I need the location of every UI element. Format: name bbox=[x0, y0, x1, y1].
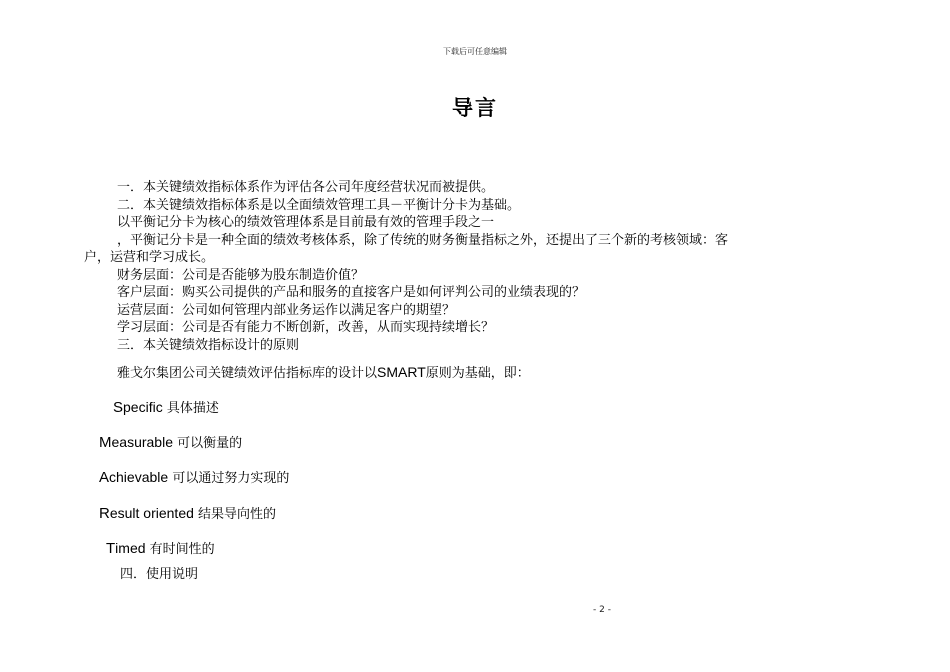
smart-item-english: esult oriented bbox=[109, 505, 194, 521]
paragraph-customer: 客户层面：购买公司提供的产品和服务的直接客户是如何评判公司的业绩表现的？ bbox=[117, 285, 586, 300]
paragraph-4: ，平衡记分卡是一种全面的绩效考核体系，除了传统的财务衡量指标之外，还提出了三个新的考核领域：客 bbox=[117, 233, 729, 248]
page-header-note: 下载后可任意编辑 bbox=[443, 47, 507, 56]
smart-item-achievable bbox=[99, 468, 289, 488]
paragraph-2: 二．本关键绩效指标体系是以全面绩效管理工具－平衡计分卡为基础。 bbox=[117, 198, 521, 213]
paragraph-5: 户，运营和学习成长。 bbox=[84, 250, 215, 265]
smart-item-timed bbox=[106, 539, 215, 559]
paragraph-learning: 学习层面：公司是否有能力不断创新，改善，从而实现持续增长？ bbox=[117, 320, 495, 335]
smart-item-letter: T bbox=[106, 540, 116, 557]
smart-item-chinese: 可以衡量的 bbox=[177, 436, 243, 451]
document-title: 导言 bbox=[452, 96, 498, 120]
paragraph-section-three: 三．本关键绩效指标设计的原则 bbox=[117, 338, 300, 353]
smart-item-english: easurable bbox=[111, 434, 173, 450]
smart-item-english: imed bbox=[115, 540, 146, 556]
smart-item-english: chievable bbox=[109, 469, 169, 485]
paragraph-financial: 财务层面：公司是否能够为股东制造价值？ bbox=[117, 268, 365, 283]
smart-item-measurable bbox=[99, 433, 242, 453]
paragraph-3: 以平衡记分卡为核心的绩效管理体系是目前最有效的管理手段之一 bbox=[117, 215, 495, 230]
smart-item-letter: R bbox=[99, 505, 110, 522]
smart-item-chinese: 结果导向性的 bbox=[198, 507, 277, 522]
section-four-heading: 四．使用说明 bbox=[120, 567, 199, 582]
smart-item-english: pecific bbox=[123, 399, 163, 415]
smart-intro bbox=[117, 363, 530, 383]
smart-intro-after: 原则为基础，即： bbox=[425, 366, 530, 381]
smart-item-letter: S bbox=[113, 399, 124, 416]
smart-item-chinese: 有时间性的 bbox=[149, 542, 215, 557]
smart-item-letter: A bbox=[99, 469, 110, 486]
smart-item-chinese: 可以通过努力实现的 bbox=[172, 471, 290, 486]
smart-item-chinese: 具体描述 bbox=[166, 401, 219, 416]
smart-item-specific bbox=[113, 398, 219, 418]
page-number: - 2 - bbox=[593, 605, 611, 615]
paragraph-operation: 运营层面：公司如何管理内部业务运作以满足客户的期望？ bbox=[117, 303, 456, 318]
smart-item-letter: M bbox=[99, 434, 112, 451]
smart-intro-before: 雅戈尔集团公司关键绩效评估指标库的设计以 bbox=[117, 366, 378, 381]
smart-item-result-oriented bbox=[99, 504, 276, 524]
paragraph-1: 一．本关键绩效指标体系作为评估各公司年度经营状况而被提供。 bbox=[117, 180, 495, 195]
smart-term: SMART bbox=[377, 364, 426, 380]
